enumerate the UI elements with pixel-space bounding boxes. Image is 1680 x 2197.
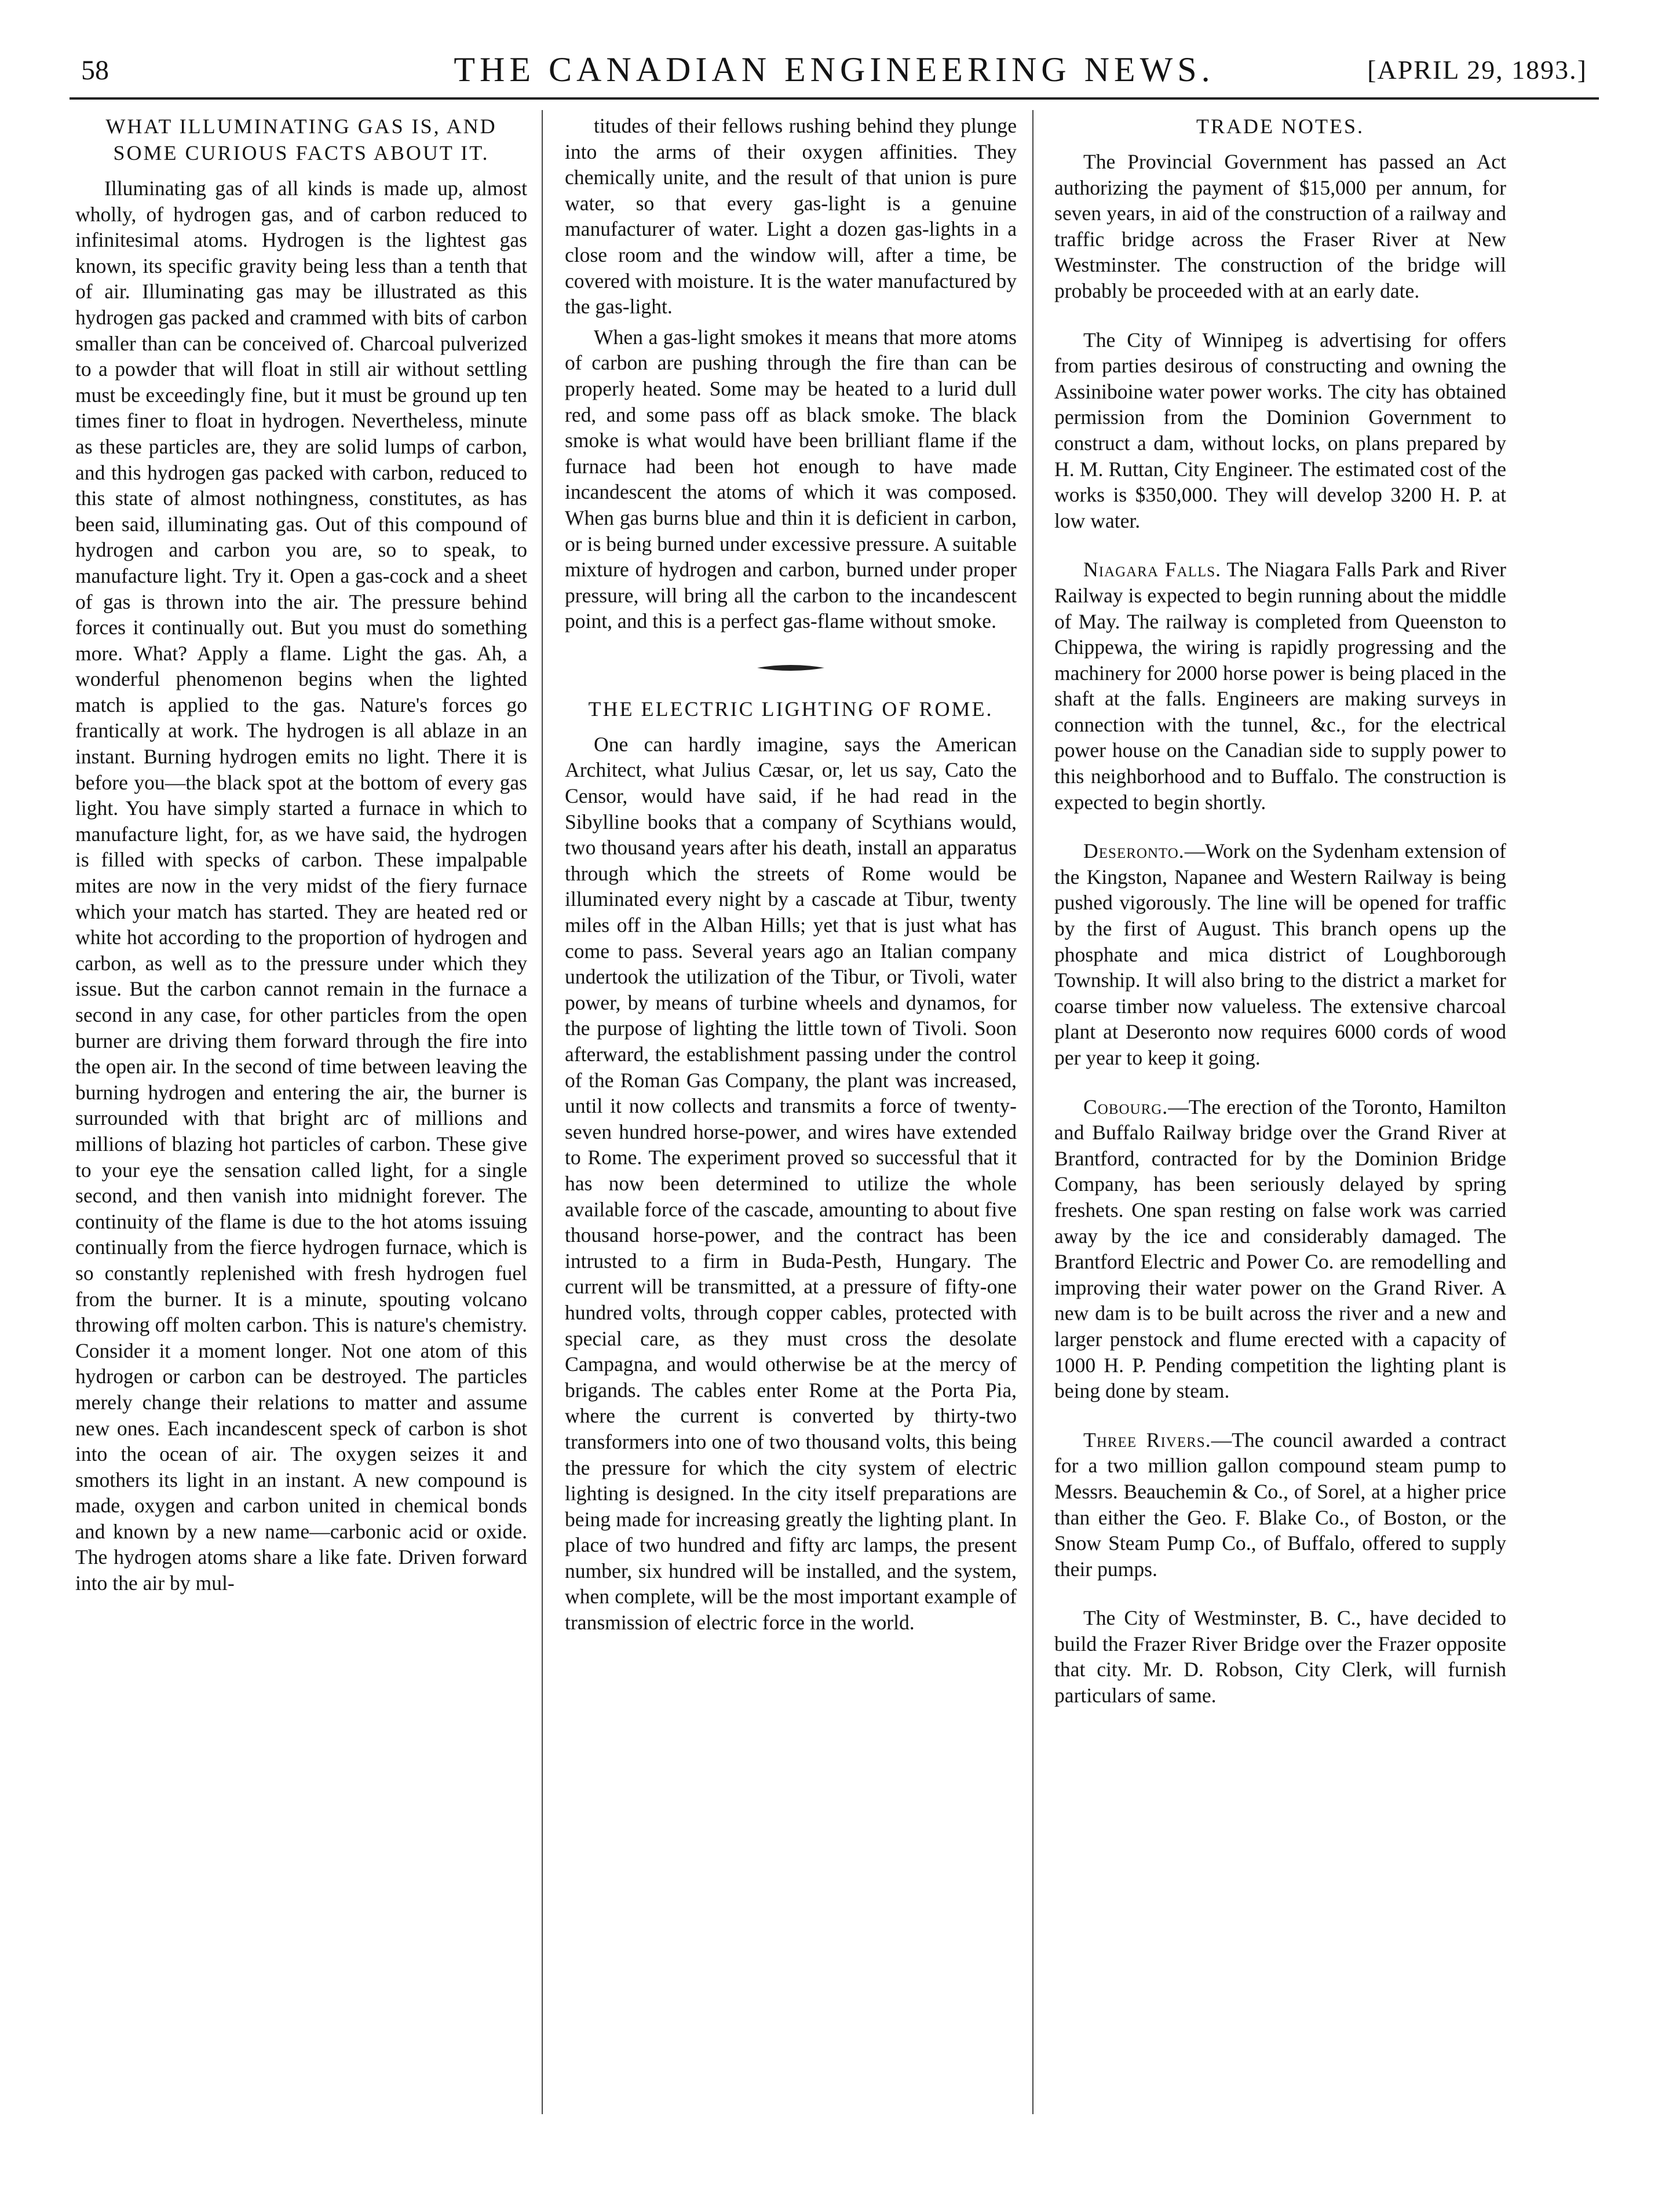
article-paragraph: titudes of their fellows rushing behind they plunge into the arms of their oxygen affinities. They chemically unite, and the result of that union is pure water, so that every gas-light is a genuine manufacturer of water. Light a dozen gas-lights in a close room and the window will, after a time, be covered with moisture. It is the water manufactured by the gas-light. [565,114,1017,319]
trade-note [1054,1094,1506,1404]
trade-note [1054,1605,1506,1708]
page-header [70,50,1599,90]
note-lead: Deseronto. [1083,839,1185,863]
trade-note [1054,149,1506,304]
note-text: The City of Westminster, B. C., have decided to build the Frazer River Bridge over the Frazer opposite that city. Mr. D. Robson, City Clerk, will furnish particulars of same. [1054,1606,1506,1708]
section-divider-ornament [565,655,1017,672]
article-title: THE ELECTRIC LIGHTING OF ROME. [588,697,994,721]
note-text: —Work on the Sydenham extension of the Kingston, Napanee and Western Railway is being pushed vigorously. The line will be opened for traffic by the first of August. This branch opens up the phosphate and mica district of Loughborough Township. It will also bring to the district a market for coarse timber now valueless. The extensive charcoal plant at Deseronto now requires 6000 cords of wood per year to keep it going. [1054,839,1506,1069]
masthead-title: THE CANADIAN ENGINEERING NEWS. [454,50,1215,89]
page-number: 58 [81,55,109,86]
trade-note [1054,327,1506,534]
note-text: The Niagara Falls Park and River Railway is expected to begin running about the middle of May. The railway is completed from Queenston to Chippewa, the wiring is rapidly progressing and the machinery for 2000 horse power is being placed in the shaft at the falls. Engineers are making surveys in connection with the tunnel, &c., for the electrical power house on the Canadian side to supply power to this neighborhood and to Buffalo. The construction is expected to begin shortly. [1054,558,1506,814]
note-lead: Three Rivers. [1083,1428,1211,1452]
dash-ornament-icon [756,661,826,675]
column-right [1054,113,1506,1732]
note-text: —The erection of the Toronto, Hamilton and Buffalo Railway bridge over the Grand River at Brantford, contracted for by the Dominion Bridge Company, has been seriously delayed by spring freshets. One span resting on false work was carried away by the ice and considerably damaged. The Brantford Electric and Power Co. are remodelling and improving their water power on the Grand River. A new dam is to be built across the river and a new and larger penstock and flume erected with a capacity of 1000 H. P. Pending competition the lighting plant is being done by steam. [1054,1095,1506,1403]
trade-note [1054,838,1506,1070]
article-paragraph: One can hardly imagine, says the American Architect, what Julius Cæsar, or, let us say, Cato the Censor, would have said, if he had read in the Sibylline books that a company of Scythians would, two thousand years after his death, install an apparatus through which the streets of Rome would be illuminated every night by a cascade at Tibur, twenty miles off in the Alban Hills; yet that is just what has come to pass. Several years ago an Italian company undertook the utilization of the Tibur, or Tivoli, water power, by means of turbine wheels and dynamos, for the purpose of lighting the little town of Tivoli. Soon afterward, the establishment passing under the control of the Roman Gas Company, the plant was increased, until it now collects and transmits a force of twenty-seven hundred horse-power, and wires have extended to Rome. The experiment proved so successful that it has now been determined to utilize the whole available force of the cascade, amounting to about five thousand horse-power, and the contract has been intrusted to a firm in Buda-Pesth, Hungary. The current will be transmitted, at a pressure of fifty-one hundred volts, through copper cables, protected with special care, as they must cross the desolate Campagna, and would otherwise be at the mercy of brigands. The cables enter Rome at the Porta Pia, where the current is converted by thirty-two transformers into one of two thousand volts, this being the pressure for which the city system of electric lighting is designed. In the city itself preparations are being made for increasing greatly the lighting plant. In place of two hundred and fifty arc lamps, the present number, six hundred will be installed, and the system, when complete, will be the most important example of transmission of electric force in the world. [565,732,1017,1635]
trade-note [1054,557,1506,815]
note-text: —The council awarded a contract for a two million gallon compound steam pump to Messrs. Beauchemin & Co., of Sorel, at a higher price than either the Geo. F. Blake Co., of Boston, or the Snow Steam Pump Co., of Buffalo, offered to supply their pumps. [1054,1428,1506,1581]
note-lead: Niagara Falls. [1083,558,1222,582]
trade-note [1054,1427,1506,1582]
note-text: The City of Winnipeg is advertising for offers from parties desirous of constructing and owning the Assiniboine water power works. The city has obtained permission from the Dominion Government to construct a dam, without locks, on plans prepared by H. M. Ruttan, City Engineer. The estimated cost of the works is $350,000. They will develop 3200 H. P. at low water. [1054,328,1506,532]
column-divider [1032,110,1033,2114]
section-title: TRADE NOTES. [1196,115,1364,138]
header-rule [70,97,1599,100]
note-text: The Provincial Government has passed an Act authorizing the payment of $15,000 per annum, for seven years, in aid of the construction of a railway and traffic bridge across the Fraser River at New Westminster. The construction of the bridge will probably be proceeded with at an early date. [1054,150,1506,302]
column-divider [542,110,543,2114]
column-middle [565,113,1017,1640]
issue-date: [APRIL 29, 1893.] [1367,55,1587,85]
article-paragraph: Illuminating gas of all kinds is made up, almost wholly, of hydrogen gas, and of carbon reduced to infinitesimal atoms. Hydrogen is the lightest gas known, its specific gravity being less than a tenth that of air. Illuminating gas may be illustrated as this hydrogen gas packed and crammed with bits of carbon smaller than can be conceived of. Charcoal pulverized to a powder that will float in still air without settling must be exceedingly fine, but it must be ground up ten times finer to float in hydrogen. Nevertheless, minute as these particles are, they are solid lumps of carbon, and this hydrogen gas packed with carbon, reduced to this state of almost nothingness, constitutes, as has been said, illuminating gas. Out of this compound of hydrogen and carbon you are, so to speak, to manufacture light. Try it. Open a gas-cock and a sheet of gas is thrown into the air. The pressure behind forces it continually out. But you must do something more. What? Apply a flame. Light the gas. Ah, a wonderful phenomenon begins when the lighted match is applied to the gas. Nature's forces go frantically at work. The hydrogen is all ablaze in an instant. Burning hydrogen emits no light. There it is before you—the black spot at the bottom of every gas light. You have simply started a furnace in which to manufacture light, for, as we have said, the hydrogen is filled with specks of carbon. These impalpable mites are now in the very midst of the fiery furnace which your match has started. They are heated red or white hot according to the proportion of hydrogen and carbon, as well as to the pressure under which they issue. But the carbon cannot remain in the furnace a second in any case, for other particles from the open burner are driving them forward through the fire into the open air. In the second of time between leaving the burning hydrogen and entering the air, the burner is surrounded with that bright arc of millions and millions of blazing hot particles of carbon. These give to your eye the sensation called light, for a single second, and then vanish into midnight forever. The continuity of the flame is due to the hot atoms issuing continually from the fierce hydrogen furnace, which is so constantly replenished with fresh hydrogen fuel from the burner. It is a minute, spouting volcano throwing off molten carbon. This is nature's chemistry. Consider it a moment longer. Not one atom of this hydrogen or carbon can be destroyed. The particles merely change their relations to matter and assume new ones. Each incandescent speck of carbon is shot into the ocean of air. The oxygen seizes it and smothers its light in an instant. A new compound is made, oxygen and carbon united in chemical bonds and known by a new name—carbonic acid or oxide. The hydrogen atoms share a like fate. Driven forward into the air by mul- [75,177,527,1595]
article-paragraph: When a gas-light smokes it means that more atoms of carbon are pushing through the fire than can be properly heated. Some may be heated to a lurid dull red, and some pass off as black smoke. The black smoke is what would have been brilliant flame if the furnace had been hot enough to have made incandescent the atoms of which it was composed. When gas burns blue and thin it is deficient in carbon, or is being burned under excessive pressure. A suitable mixture of hydrogen and carbon, burned under proper pressure, will bring all the carbon to the incandescent point, and this is a perfect gas-flame without smoke. [565,325,1017,633]
note-lead: Cobourg. [1083,1095,1168,1118]
column-left [75,113,527,1601]
article-title: WHAT ILLUMINATING GAS IS, AND SOME CURIOUS FACTS ABOUT IT. [105,115,497,164]
